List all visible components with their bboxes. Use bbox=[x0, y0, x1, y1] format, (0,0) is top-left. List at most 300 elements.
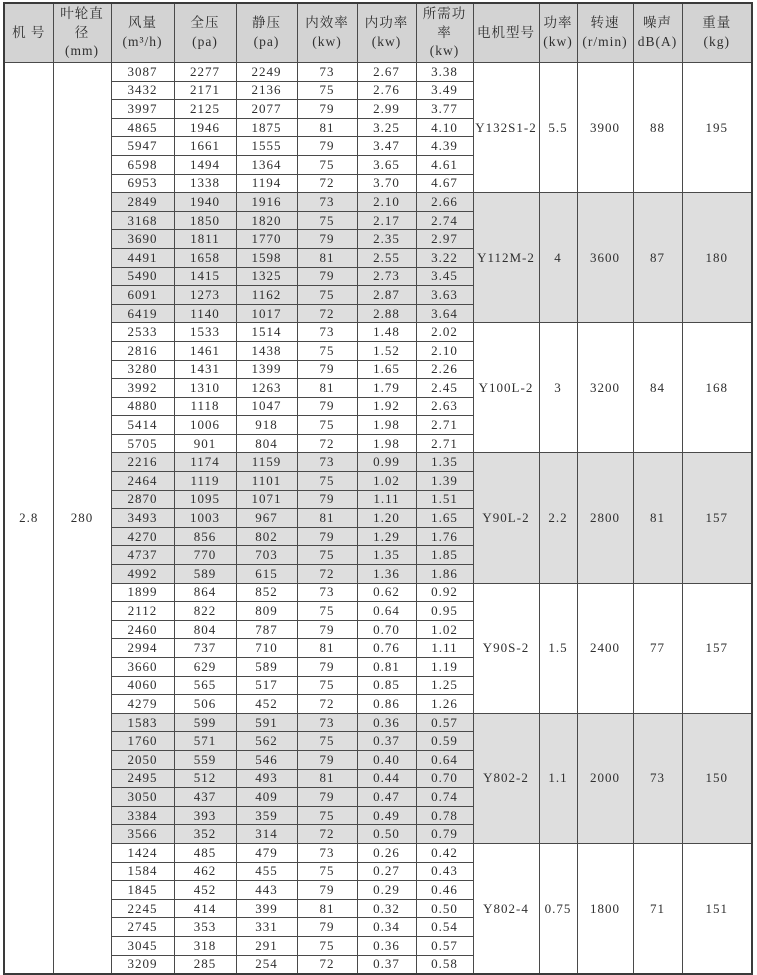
total-pressure-cell: 437 bbox=[174, 788, 236, 807]
air-volume-cell: 4880 bbox=[111, 397, 174, 416]
power-cell: 2.2 bbox=[539, 453, 577, 583]
required-power-cell: 0.70 bbox=[416, 769, 473, 788]
header-row bbox=[4, 3, 752, 63]
internal-efficiency-cell: 75 bbox=[297, 862, 357, 881]
fan-specification-sheet bbox=[3, 2, 753, 975]
noise-cell: 71 bbox=[633, 843, 682, 974]
col-header-power: 功率 (kw) bbox=[539, 3, 577, 63]
internal-power-cell: 0.37 bbox=[357, 732, 416, 751]
total-pressure-cell: 629 bbox=[174, 658, 236, 677]
table-header bbox=[4, 3, 752, 63]
internal-power-cell: 2.17 bbox=[357, 211, 416, 230]
motor-model-cell: Y100L-2 bbox=[473, 323, 539, 453]
internal-efficiency-cell: 79 bbox=[297, 267, 357, 286]
air-volume-cell: 1899 bbox=[111, 583, 174, 602]
noise-cell: 81 bbox=[633, 453, 682, 583]
speed-cell: 3600 bbox=[577, 193, 633, 323]
air-volume-cell: 2994 bbox=[111, 639, 174, 658]
static-pressure-cell: 1364 bbox=[236, 155, 297, 174]
internal-efficiency-cell: 79 bbox=[297, 490, 357, 509]
static-pressure-cell: 918 bbox=[236, 416, 297, 435]
required-power-cell: 1.39 bbox=[416, 472, 473, 491]
static-pressure-cell: 967 bbox=[236, 509, 297, 528]
required-power-cell: 2.63 bbox=[416, 397, 473, 416]
internal-efficiency-cell: 73 bbox=[297, 453, 357, 472]
internal-efficiency-cell: 73 bbox=[297, 843, 357, 862]
required-power-cell: 1.11 bbox=[416, 639, 473, 658]
internal-efficiency-cell: 81 bbox=[297, 769, 357, 788]
total-pressure-cell: 1310 bbox=[174, 379, 236, 398]
static-pressure-cell: 804 bbox=[236, 434, 297, 453]
weight-cell: 150 bbox=[682, 713, 752, 843]
internal-power-cell: 2.35 bbox=[357, 230, 416, 249]
internal-efficiency-cell: 79 bbox=[297, 881, 357, 900]
table-body bbox=[4, 63, 752, 975]
air-volume-cell: 3045 bbox=[111, 936, 174, 955]
internal-power-cell: 1.79 bbox=[357, 379, 416, 398]
total-pressure-cell: 2171 bbox=[174, 81, 236, 100]
total-pressure-cell: 353 bbox=[174, 918, 236, 937]
internal-efficiency-cell: 72 bbox=[297, 695, 357, 714]
weight-cell: 157 bbox=[682, 453, 752, 583]
total-pressure-cell: 1533 bbox=[174, 323, 236, 342]
internal-efficiency-cell: 79 bbox=[297, 620, 357, 639]
speed-cell: 2000 bbox=[577, 713, 633, 843]
required-power-cell: 3.38 bbox=[416, 63, 473, 82]
static-pressure-cell: 787 bbox=[236, 620, 297, 639]
required-power-cell: 3.63 bbox=[416, 286, 473, 305]
total-pressure-cell: 571 bbox=[174, 732, 236, 751]
internal-efficiency-cell: 81 bbox=[297, 899, 357, 918]
total-pressure-cell: 1946 bbox=[174, 118, 236, 137]
static-pressure-cell: 852 bbox=[236, 583, 297, 602]
air-volume-cell: 3992 bbox=[111, 379, 174, 398]
total-pressure-cell: 2125 bbox=[174, 100, 236, 119]
static-pressure-cell: 2136 bbox=[236, 81, 297, 100]
motor-model-cell: Y112M-2 bbox=[473, 193, 539, 323]
required-power-cell: 0.95 bbox=[416, 602, 473, 621]
air-volume-cell: 2216 bbox=[111, 453, 174, 472]
air-volume-cell: 2745 bbox=[111, 918, 174, 937]
static-pressure-cell: 1875 bbox=[236, 118, 297, 137]
air-volume-cell: 3384 bbox=[111, 806, 174, 825]
required-power-cell: 2.71 bbox=[416, 434, 473, 453]
total-pressure-cell: 822 bbox=[174, 602, 236, 621]
internal-power-cell: 1.20 bbox=[357, 509, 416, 528]
static-pressure-cell: 546 bbox=[236, 750, 297, 769]
static-pressure-cell: 589 bbox=[236, 658, 297, 677]
required-power-cell: 1.76 bbox=[416, 527, 473, 546]
total-pressure-cell: 462 bbox=[174, 862, 236, 881]
air-volume-cell: 4737 bbox=[111, 546, 174, 565]
internal-efficiency-cell: 79 bbox=[297, 360, 357, 379]
internal-power-cell: 0.44 bbox=[357, 769, 416, 788]
internal-efficiency-cell: 75 bbox=[297, 211, 357, 230]
static-pressure-cell: 710 bbox=[236, 639, 297, 658]
static-pressure-cell: 1159 bbox=[236, 453, 297, 472]
static-pressure-cell: 1047 bbox=[236, 397, 297, 416]
static-pressure-cell: 455 bbox=[236, 862, 297, 881]
internal-efficiency-cell: 75 bbox=[297, 155, 357, 174]
static-pressure-cell: 1438 bbox=[236, 341, 297, 360]
air-volume-cell: 4279 bbox=[111, 695, 174, 714]
static-pressure-cell: 314 bbox=[236, 825, 297, 844]
internal-power-cell: 1.98 bbox=[357, 434, 416, 453]
internal-power-cell: 0.47 bbox=[357, 788, 416, 807]
total-pressure-cell: 1494 bbox=[174, 155, 236, 174]
spec-row bbox=[4, 843, 752, 862]
total-pressure-cell: 1661 bbox=[174, 137, 236, 156]
total-pressure-cell: 506 bbox=[174, 695, 236, 714]
static-pressure-cell: 1101 bbox=[236, 472, 297, 491]
air-volume-cell: 2849 bbox=[111, 193, 174, 212]
static-pressure-cell: 399 bbox=[236, 899, 297, 918]
required-power-cell: 1.51 bbox=[416, 490, 473, 509]
weight-cell: 157 bbox=[682, 583, 752, 713]
motor-model-cell: Y132S1-2 bbox=[473, 63, 539, 193]
required-power-cell: 3.22 bbox=[416, 248, 473, 267]
internal-power-cell: 3.65 bbox=[357, 155, 416, 174]
required-power-cell: 0.59 bbox=[416, 732, 473, 751]
internal-efficiency-cell: 72 bbox=[297, 174, 357, 193]
air-volume-cell: 3997 bbox=[111, 100, 174, 119]
col-header-static-pressure: 静压 (pa) bbox=[236, 3, 297, 63]
air-volume-cell: 3087 bbox=[111, 63, 174, 82]
air-volume-cell: 2050 bbox=[111, 750, 174, 769]
air-volume-cell: 3690 bbox=[111, 230, 174, 249]
internal-efficiency-cell: 72 bbox=[297, 565, 357, 584]
air-volume-cell: 2816 bbox=[111, 341, 174, 360]
static-pressure-cell: 1555 bbox=[236, 137, 297, 156]
required-power-cell: 1.85 bbox=[416, 546, 473, 565]
spec-row bbox=[4, 323, 752, 342]
internal-efficiency-cell: 81 bbox=[297, 118, 357, 137]
static-pressure-cell: 1820 bbox=[236, 211, 297, 230]
air-volume-cell: 6419 bbox=[111, 304, 174, 323]
static-pressure-cell: 479 bbox=[236, 843, 297, 862]
total-pressure-cell: 485 bbox=[174, 843, 236, 862]
internal-efficiency-cell: 75 bbox=[297, 806, 357, 825]
col-header-total-pressure: 全压 (pa) bbox=[174, 3, 236, 63]
required-power-cell: 4.61 bbox=[416, 155, 473, 174]
col-header-speed: 转速 (r/min) bbox=[577, 3, 633, 63]
internal-efficiency-cell: 81 bbox=[297, 379, 357, 398]
required-power-cell: 4.10 bbox=[416, 118, 473, 137]
internal-power-cell: 1.48 bbox=[357, 323, 416, 342]
total-pressure-cell: 2277 bbox=[174, 63, 236, 82]
noise-cell: 87 bbox=[633, 193, 682, 323]
total-pressure-cell: 559 bbox=[174, 750, 236, 769]
total-pressure-cell: 414 bbox=[174, 899, 236, 918]
total-pressure-cell: 352 bbox=[174, 825, 236, 844]
internal-efficiency-cell: 79 bbox=[297, 658, 357, 677]
static-pressure-cell: 703 bbox=[236, 546, 297, 565]
internal-power-cell: 0.64 bbox=[357, 602, 416, 621]
total-pressure-cell: 1415 bbox=[174, 267, 236, 286]
internal-power-cell: 3.25 bbox=[357, 118, 416, 137]
total-pressure-cell: 1140 bbox=[174, 304, 236, 323]
required-power-cell: 0.46 bbox=[416, 881, 473, 900]
internal-efficiency-cell: 79 bbox=[297, 137, 357, 156]
required-power-cell: 0.42 bbox=[416, 843, 473, 862]
total-pressure-cell: 1118 bbox=[174, 397, 236, 416]
air-volume-cell: 1424 bbox=[111, 843, 174, 862]
spec-row bbox=[4, 63, 752, 82]
internal-power-cell: 0.40 bbox=[357, 750, 416, 769]
total-pressure-cell: 1095 bbox=[174, 490, 236, 509]
static-pressure-cell: 517 bbox=[236, 676, 297, 695]
speed-cell: 3200 bbox=[577, 323, 633, 453]
internal-efficiency-cell: 79 bbox=[297, 788, 357, 807]
static-pressure-cell: 591 bbox=[236, 713, 297, 732]
internal-power-cell: 2.55 bbox=[357, 248, 416, 267]
air-volume-cell: 3493 bbox=[111, 509, 174, 528]
internal-power-cell: 1.02 bbox=[357, 472, 416, 491]
internal-power-cell: 3.70 bbox=[357, 174, 416, 193]
fan-spec-table bbox=[3, 2, 753, 975]
internal-power-cell: 2.99 bbox=[357, 100, 416, 119]
total-pressure-cell: 512 bbox=[174, 769, 236, 788]
air-volume-cell: 3050 bbox=[111, 788, 174, 807]
static-pressure-cell: 1194 bbox=[236, 174, 297, 193]
internal-power-cell: 0.34 bbox=[357, 918, 416, 937]
internal-power-cell: 0.50 bbox=[357, 825, 416, 844]
internal-efficiency-cell: 75 bbox=[297, 546, 357, 565]
internal-power-cell: 1.11 bbox=[357, 490, 416, 509]
col-header-air-volume: 风量 (m³/h) bbox=[111, 3, 174, 63]
total-pressure-cell: 589 bbox=[174, 565, 236, 584]
static-pressure-cell: 1514 bbox=[236, 323, 297, 342]
internal-efficiency-cell: 79 bbox=[297, 397, 357, 416]
internal-efficiency-cell: 81 bbox=[297, 639, 357, 658]
static-pressure-cell: 809 bbox=[236, 602, 297, 621]
total-pressure-cell: 1006 bbox=[174, 416, 236, 435]
internal-power-cell: 0.70 bbox=[357, 620, 416, 639]
air-volume-cell: 4491 bbox=[111, 248, 174, 267]
machine-no-cell: 2.8 bbox=[4, 63, 53, 975]
internal-power-cell: 0.81 bbox=[357, 658, 416, 677]
air-volume-cell: 6091 bbox=[111, 286, 174, 305]
internal-power-cell: 1.29 bbox=[357, 527, 416, 546]
speed-cell: 2400 bbox=[577, 583, 633, 713]
total-pressure-cell: 1461 bbox=[174, 341, 236, 360]
air-volume-cell: 6598 bbox=[111, 155, 174, 174]
internal-power-cell: 0.85 bbox=[357, 676, 416, 695]
required-power-cell: 1.02 bbox=[416, 620, 473, 639]
static-pressure-cell: 493 bbox=[236, 769, 297, 788]
internal-power-cell: 0.29 bbox=[357, 881, 416, 900]
air-volume-cell: 1583 bbox=[111, 713, 174, 732]
static-pressure-cell: 1399 bbox=[236, 360, 297, 379]
internal-power-cell: 0.26 bbox=[357, 843, 416, 862]
total-pressure-cell: 901 bbox=[174, 434, 236, 453]
required-power-cell: 2.02 bbox=[416, 323, 473, 342]
total-pressure-cell: 856 bbox=[174, 527, 236, 546]
required-power-cell: 2.97 bbox=[416, 230, 473, 249]
total-pressure-cell: 804 bbox=[174, 620, 236, 639]
total-pressure-cell: 1119 bbox=[174, 472, 236, 491]
static-pressure-cell: 615 bbox=[236, 565, 297, 584]
total-pressure-cell: 565 bbox=[174, 676, 236, 695]
spec-row bbox=[4, 193, 752, 212]
power-cell: 3 bbox=[539, 323, 577, 453]
required-power-cell: 2.71 bbox=[416, 416, 473, 435]
internal-power-cell: 2.88 bbox=[357, 304, 416, 323]
internal-power-cell: 1.36 bbox=[357, 565, 416, 584]
static-pressure-cell: 2249 bbox=[236, 63, 297, 82]
internal-efficiency-cell: 75 bbox=[297, 602, 357, 621]
speed-cell: 3900 bbox=[577, 63, 633, 193]
internal-power-cell: 0.62 bbox=[357, 583, 416, 602]
air-volume-cell: 2464 bbox=[111, 472, 174, 491]
col-header-impeller-diameter: 叶轮直径 (mm) bbox=[53, 3, 111, 63]
required-power-cell: 0.74 bbox=[416, 788, 473, 807]
static-pressure-cell: 1071 bbox=[236, 490, 297, 509]
internal-power-cell: 0.86 bbox=[357, 695, 416, 714]
static-pressure-cell: 1325 bbox=[236, 267, 297, 286]
required-power-cell: 0.58 bbox=[416, 955, 473, 974]
weight-cell: 151 bbox=[682, 843, 752, 974]
static-pressure-cell: 359 bbox=[236, 806, 297, 825]
total-pressure-cell: 864 bbox=[174, 583, 236, 602]
internal-power-cell: 0.99 bbox=[357, 453, 416, 472]
required-power-cell: 0.54 bbox=[416, 918, 473, 937]
air-volume-cell: 2870 bbox=[111, 490, 174, 509]
required-power-cell: 1.25 bbox=[416, 676, 473, 695]
required-power-cell: 0.92 bbox=[416, 583, 473, 602]
power-cell: 4 bbox=[539, 193, 577, 323]
required-power-cell: 2.10 bbox=[416, 341, 473, 360]
total-pressure-cell: 1338 bbox=[174, 174, 236, 193]
internal-power-cell: 1.35 bbox=[357, 546, 416, 565]
internal-power-cell: 0.36 bbox=[357, 713, 416, 732]
weight-cell: 180 bbox=[682, 193, 752, 323]
air-volume-cell: 1845 bbox=[111, 881, 174, 900]
static-pressure-cell: 291 bbox=[236, 936, 297, 955]
impeller-diameter-cell: 280 bbox=[53, 63, 111, 975]
internal-power-cell: 2.10 bbox=[357, 193, 416, 212]
total-pressure-cell: 318 bbox=[174, 936, 236, 955]
internal-efficiency-cell: 75 bbox=[297, 732, 357, 751]
internal-power-cell: 1.98 bbox=[357, 416, 416, 435]
required-power-cell: 4.39 bbox=[416, 137, 473, 156]
static-pressure-cell: 443 bbox=[236, 881, 297, 900]
internal-efficiency-cell: 75 bbox=[297, 936, 357, 955]
power-cell: 5.5 bbox=[539, 63, 577, 193]
static-pressure-cell: 1162 bbox=[236, 286, 297, 305]
total-pressure-cell: 1850 bbox=[174, 211, 236, 230]
required-power-cell: 0.79 bbox=[416, 825, 473, 844]
internal-efficiency-cell: 73 bbox=[297, 583, 357, 602]
internal-efficiency-cell: 73 bbox=[297, 323, 357, 342]
internal-power-cell: 2.76 bbox=[357, 81, 416, 100]
internal-power-cell: 2.73 bbox=[357, 267, 416, 286]
internal-efficiency-cell: 72 bbox=[297, 434, 357, 453]
internal-efficiency-cell: 79 bbox=[297, 230, 357, 249]
noise-cell: 88 bbox=[633, 63, 682, 193]
total-pressure-cell: 285 bbox=[174, 955, 236, 974]
required-power-cell: 1.65 bbox=[416, 509, 473, 528]
required-power-cell: 4.67 bbox=[416, 174, 473, 193]
internal-efficiency-cell: 73 bbox=[297, 713, 357, 732]
air-volume-cell: 3280 bbox=[111, 360, 174, 379]
internal-efficiency-cell: 75 bbox=[297, 81, 357, 100]
static-pressure-cell: 409 bbox=[236, 788, 297, 807]
required-power-cell: 2.66 bbox=[416, 193, 473, 212]
motor-model-cell: Y802-2 bbox=[473, 713, 539, 843]
internal-power-cell: 1.52 bbox=[357, 341, 416, 360]
col-header-internal-power: 内功率 (kw) bbox=[357, 3, 416, 63]
spec-row bbox=[4, 453, 752, 472]
total-pressure-cell: 737 bbox=[174, 639, 236, 658]
required-power-cell: 0.64 bbox=[416, 750, 473, 769]
air-volume-cell: 5414 bbox=[111, 416, 174, 435]
weight-cell: 168 bbox=[682, 323, 752, 453]
air-volume-cell: 2460 bbox=[111, 620, 174, 639]
internal-power-cell: 1.92 bbox=[357, 397, 416, 416]
required-power-cell: 3.45 bbox=[416, 267, 473, 286]
required-power-cell: 0.43 bbox=[416, 862, 473, 881]
required-power-cell: 1.19 bbox=[416, 658, 473, 677]
noise-cell: 77 bbox=[633, 583, 682, 713]
internal-efficiency-cell: 79 bbox=[297, 527, 357, 546]
power-cell: 1.1 bbox=[539, 713, 577, 843]
total-pressure-cell: 1273 bbox=[174, 286, 236, 305]
air-volume-cell: 1584 bbox=[111, 862, 174, 881]
static-pressure-cell: 254 bbox=[236, 955, 297, 974]
total-pressure-cell: 1658 bbox=[174, 248, 236, 267]
col-header-internal-efficiency: 内效率 (kw) bbox=[297, 3, 357, 63]
internal-power-cell: 2.87 bbox=[357, 286, 416, 305]
internal-power-cell: 3.47 bbox=[357, 137, 416, 156]
power-cell: 1.5 bbox=[539, 583, 577, 713]
weight-cell: 195 bbox=[682, 63, 752, 193]
motor-model-cell: Y802-4 bbox=[473, 843, 539, 974]
air-volume-cell: 3209 bbox=[111, 955, 174, 974]
power-cell: 0.75 bbox=[539, 843, 577, 974]
required-power-cell: 1.86 bbox=[416, 565, 473, 584]
internal-efficiency-cell: 73 bbox=[297, 63, 357, 82]
total-pressure-cell: 770 bbox=[174, 546, 236, 565]
internal-efficiency-cell: 72 bbox=[297, 304, 357, 323]
total-pressure-cell: 452 bbox=[174, 881, 236, 900]
total-pressure-cell: 599 bbox=[174, 713, 236, 732]
required-power-cell: 2.74 bbox=[416, 211, 473, 230]
internal-power-cell: 1.65 bbox=[357, 360, 416, 379]
internal-power-cell: 2.67 bbox=[357, 63, 416, 82]
required-power-cell: 2.45 bbox=[416, 379, 473, 398]
required-power-cell: 0.78 bbox=[416, 806, 473, 825]
internal-efficiency-cell: 75 bbox=[297, 676, 357, 695]
motor-model-cell: Y90L-2 bbox=[473, 453, 539, 583]
air-volume-cell: 6953 bbox=[111, 174, 174, 193]
air-volume-cell: 5705 bbox=[111, 434, 174, 453]
static-pressure-cell: 1598 bbox=[236, 248, 297, 267]
noise-cell: 73 bbox=[633, 713, 682, 843]
internal-efficiency-cell: 73 bbox=[297, 193, 357, 212]
air-volume-cell: 2112 bbox=[111, 602, 174, 621]
internal-efficiency-cell: 75 bbox=[297, 472, 357, 491]
speed-cell: 2800 bbox=[577, 453, 633, 583]
total-pressure-cell: 1003 bbox=[174, 509, 236, 528]
air-volume-cell: 3566 bbox=[111, 825, 174, 844]
internal-power-cell: 0.76 bbox=[357, 639, 416, 658]
col-header-weight: 重量 (kg) bbox=[682, 3, 752, 63]
air-volume-cell: 5947 bbox=[111, 137, 174, 156]
spec-row bbox=[4, 713, 752, 732]
internal-efficiency-cell: 79 bbox=[297, 100, 357, 119]
required-power-cell: 3.64 bbox=[416, 304, 473, 323]
